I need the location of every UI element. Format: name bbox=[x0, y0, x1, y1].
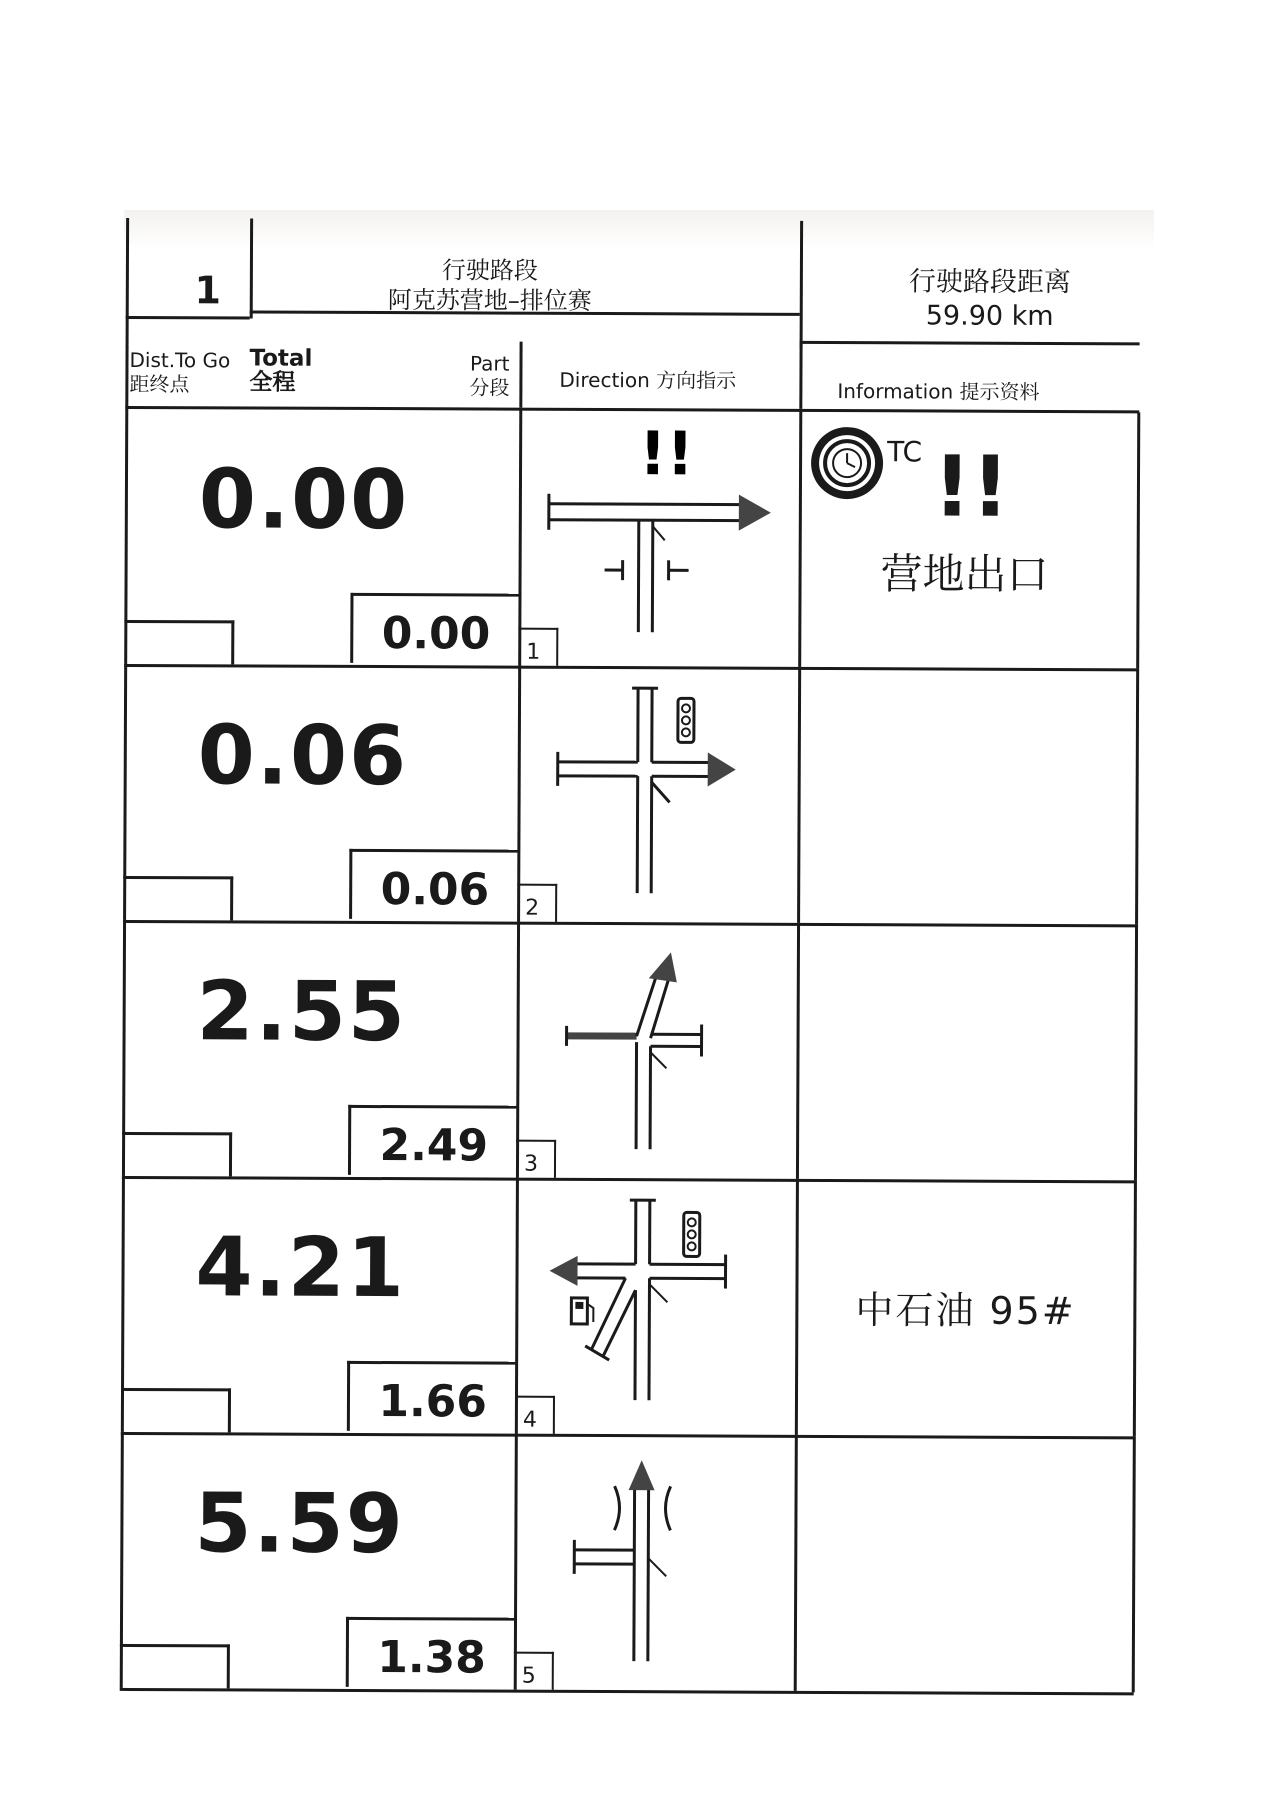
total-distance: 0.06 bbox=[197, 708, 409, 805]
tulip-diagram-5 bbox=[534, 1446, 795, 1677]
paper-edge bbox=[124, 210, 1154, 250]
row-index: 5 bbox=[514, 1652, 554, 1690]
part-distance-box bbox=[346, 1617, 516, 1688]
part-distance: 0.06 bbox=[380, 864, 490, 916]
info-cell bbox=[797, 667, 1138, 924]
info-cell bbox=[794, 1435, 1135, 1692]
fuel-pump-icon bbox=[571, 1298, 593, 1324]
roadbook-row bbox=[134, 1432, 1135, 1692]
info-text: 中石油 95# bbox=[855, 1288, 1076, 1334]
roadbook-row bbox=[136, 920, 1137, 1180]
dist-to-go-box bbox=[124, 620, 234, 664]
total-en: Total bbox=[249, 345, 313, 372]
total-distance: 0.00 bbox=[198, 452, 410, 549]
divider bbox=[126, 316, 250, 320]
leg-number: 1 bbox=[194, 268, 222, 313]
part-header bbox=[449, 351, 509, 399]
tulip-diagram-2 bbox=[537, 678, 798, 909]
part-distance-box bbox=[349, 849, 519, 920]
row-index: 3 bbox=[516, 1140, 556, 1178]
tulip-diagram-1 bbox=[538, 422, 799, 653]
dist-to-go-box bbox=[123, 876, 233, 920]
total-distance: 5.59 bbox=[194, 1476, 405, 1573]
total-distance: 2.55 bbox=[196, 964, 408, 1061]
dist-to-go-box bbox=[120, 1644, 230, 1688]
roadbook-row bbox=[135, 1176, 1136, 1436]
part-distance-box bbox=[348, 1105, 518, 1176]
roadbook-row bbox=[137, 664, 1138, 924]
part-distance-box bbox=[347, 1361, 517, 1432]
tulip-cell bbox=[535, 1190, 796, 1425]
time-control-icon bbox=[807, 423, 887, 503]
total-distance: 4.21 bbox=[195, 1220, 407, 1317]
divider bbox=[800, 221, 804, 349]
part-distance: 1.38 bbox=[377, 1632, 486, 1684]
tulip-cell bbox=[536, 934, 797, 1169]
segment-name: 阿克苏营地–排位赛 bbox=[387, 286, 592, 315]
info-text: 营地出口 bbox=[880, 549, 1049, 599]
dist-to-go-cn: 距终点 bbox=[129, 371, 190, 397]
total-cn: 全程 bbox=[249, 369, 296, 396]
segment-label: 行驶路段 bbox=[441, 256, 538, 285]
tulip-diagram-3 bbox=[536, 934, 797, 1165]
roadbook-row bbox=[138, 408, 1139, 668]
tulip-diagram-4 bbox=[535, 1190, 796, 1421]
total-header bbox=[249, 346, 312, 394]
information-header: Information 提示资料 bbox=[837, 379, 1040, 404]
tulip-cell bbox=[538, 422, 799, 657]
segment-distance-label: 行驶路段距离 bbox=[908, 266, 1071, 299]
dist-to-go-box bbox=[121, 1388, 231, 1432]
column-header bbox=[129, 345, 1139, 410]
tulip-cell bbox=[537, 678, 798, 913]
dist-to-go-box bbox=[122, 1132, 232, 1176]
info-cell bbox=[796, 923, 1137, 1180]
direction-header: Direction 方向指示 bbox=[559, 367, 737, 393]
dist-to-go-header bbox=[129, 348, 230, 396]
part-distance-box bbox=[350, 593, 520, 664]
info-cell bbox=[795, 1179, 1136, 1436]
info-cell bbox=[798, 411, 1139, 668]
warning-icon: !! bbox=[932, 437, 1010, 536]
part-distance: 0.00 bbox=[381, 608, 491, 660]
part-distance: 1.66 bbox=[378, 1376, 488, 1428]
segment-title bbox=[290, 255, 690, 317]
divider bbox=[125, 346, 128, 408]
roadbook-page bbox=[129, 248, 1140, 1708]
dist-to-go-en: Dist.To Go bbox=[129, 347, 231, 373]
leg-header bbox=[140, 248, 1140, 350]
segment-distance bbox=[840, 265, 1140, 334]
tulip-cell bbox=[534, 1446, 795, 1681]
row-index: 1 bbox=[518, 628, 558, 666]
row-index: 2 bbox=[517, 884, 557, 922]
segment-distance-value: 59.90 km bbox=[925, 300, 1054, 332]
part-en: Part bbox=[469, 351, 510, 376]
tc-label: TC bbox=[887, 435, 923, 469]
row-index: 4 bbox=[515, 1396, 555, 1434]
divider bbox=[126, 218, 130, 348]
warning-icon: !! bbox=[638, 421, 694, 490]
divider bbox=[799, 343, 802, 409]
part-distance: 2.49 bbox=[379, 1120, 489, 1172]
part-cn: 分段 bbox=[469, 375, 510, 400]
divider bbox=[250, 218, 253, 318]
divider bbox=[519, 342, 522, 408]
